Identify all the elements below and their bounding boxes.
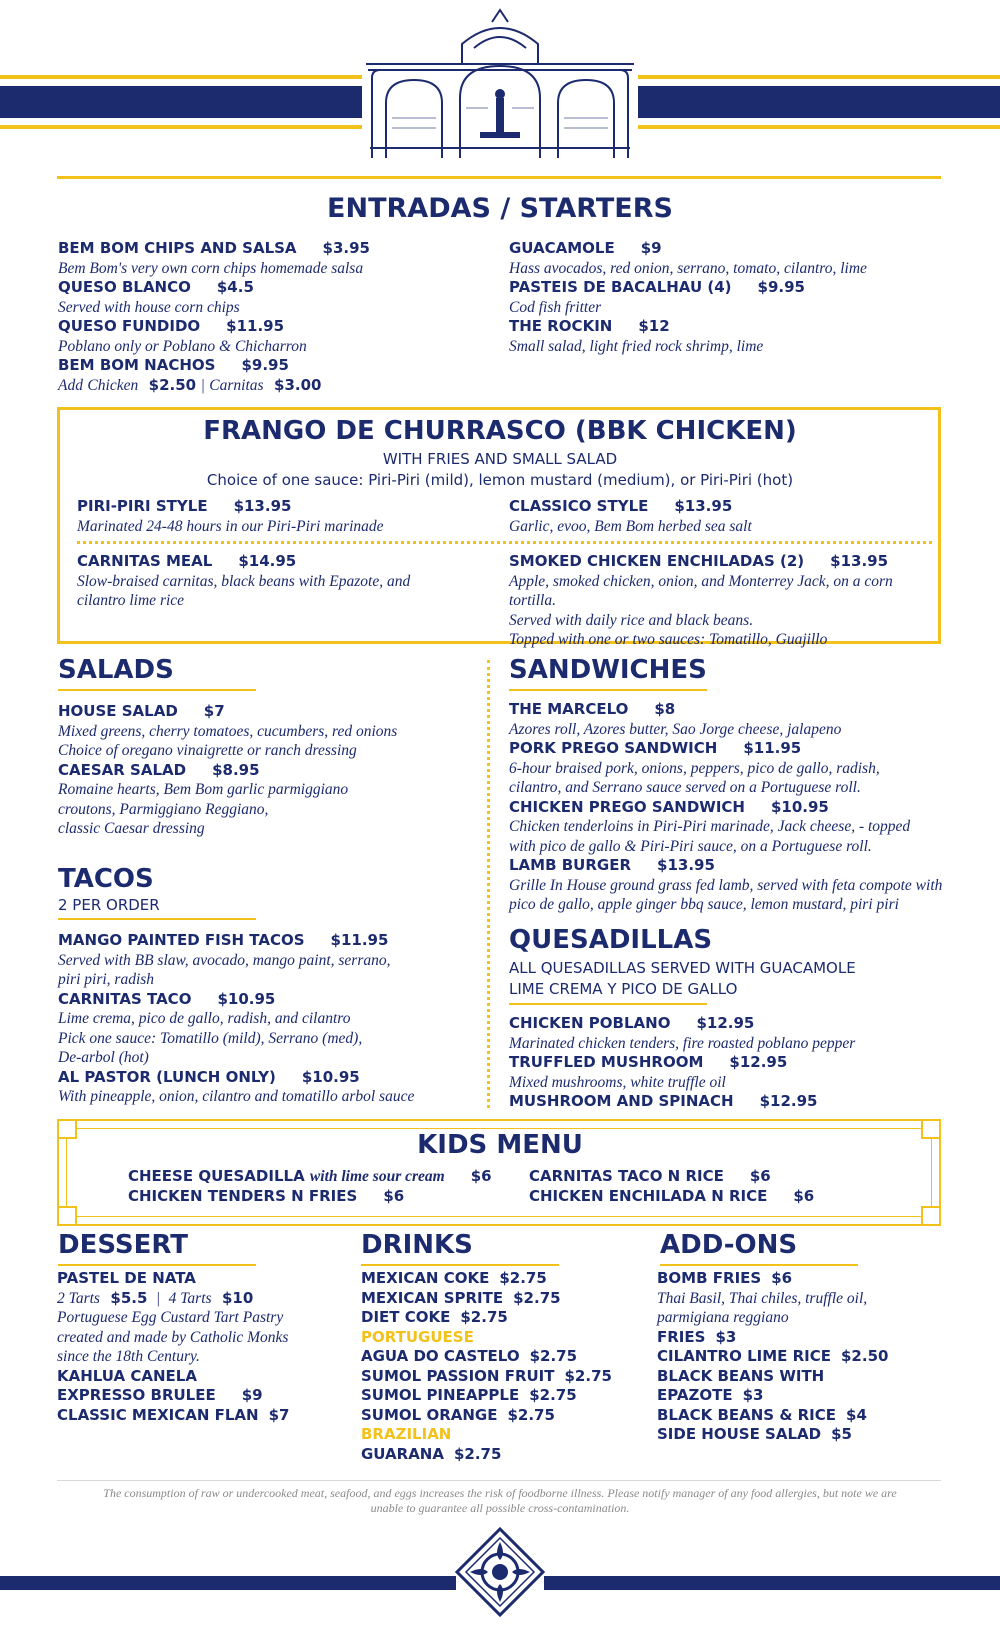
sandwiches-rule bbox=[509, 689, 707, 691]
chicken-item-enchiladas: SMOKED CHICKEN ENCHILADAS (2) $13.95 Apple, smoked chicken, onion, and Monterrey Jack, on a corn tortilla. Served with daily rice and black beans. Topped with one or two sauces: Tomatillo, Guajillo bbox=[509, 552, 893, 648]
salads-title: SALADS bbox=[58, 655, 174, 685]
menu-item-desc: Poblano only or Poblano & Chicharron bbox=[58, 337, 307, 355]
menu-item-name: QUESO BLANCO $4.5 bbox=[58, 278, 254, 296]
starters-title: ENTRADAS / STARTERS bbox=[327, 193, 673, 224]
menu-item-name: GUACAMOLE $9 bbox=[509, 239, 662, 257]
chicken-item-piri: PIRI-PIRI STYLE $13.95 Marinated 24-48 hours in our Piri-Piri marinade bbox=[77, 497, 384, 535]
chicken-dotted-divider bbox=[77, 541, 932, 544]
starters-top-rule bbox=[57, 176, 941, 179]
menu-item-name: BEM BOM CHIPS AND SALSA $3.95 bbox=[58, 239, 370, 257]
sandwiches-list: THE MARCELO $8 Azores roll, Azores butter, Sao Jorge cheese, jalapeno PORK PREGO SANDWICH $11.95 6-hour braised pork, onions, peppers, pico de gallo, radish, cilantro, and Serrano sauce served on a Portuguese roll. CHICKEN PREGO SANDWICH $10.95 Chicken tenderloins in Piri-Piri marinade, Jack cheese, - topped with pico de gallo & Piri-Piri sauce, on a Portuguese roll. LAMB BURGER $13.95 Grille In House ground grass fed lamb, served with feta compote with pico de gallo, apple ginger bbq sauce, lemon mustard, piri piri bbox=[509, 700, 943, 913]
starters-right-column bbox=[509, 239, 949, 356]
chicken-title: FRANGO DE CHURRASCO (BBK CHICKEN) bbox=[203, 416, 797, 446]
nachos-addons: Add Chicken $2.50 | Carnitas $3.00 bbox=[58, 375, 322, 394]
starters-left-column bbox=[58, 239, 498, 395]
column-dotted-divider bbox=[487, 660, 490, 1108]
tart-prices: 2 Tarts $5.5 | 4 Tarts $10 bbox=[57, 1288, 254, 1307]
menu-item-name: QUESO FUNDIDO $11.95 bbox=[58, 317, 285, 335]
addons-rule bbox=[660, 1264, 858, 1266]
chicken-sauce-note: Choice of one sauce: Piri-Piri (mild), lemon mustard (medium), or Piri-Piri (hot) bbox=[206, 471, 794, 489]
salads-rule bbox=[58, 689, 256, 691]
menu-item-desc: Hass avocados, red onion, serrano, tomato, cilantro, lime bbox=[509, 259, 867, 277]
dessert-title: DESSERT bbox=[58, 1230, 188, 1260]
drinks-rule bbox=[361, 1264, 559, 1266]
kids-corner-bl bbox=[57, 1206, 77, 1226]
dessert-rule bbox=[58, 1264, 256, 1266]
chicken-subtitle: WITH FRIES AND SMALL SALAD bbox=[382, 450, 618, 468]
allergy-disclaimer-line2: unable to guarantee all possible cross-contamination. bbox=[370, 1501, 630, 1515]
arch-gate-logo bbox=[362, 8, 638, 160]
kids-left: CHEESE QUESADILLA with lime sour cream $6 CHICKEN TENDERS N FRIES $6 bbox=[128, 1167, 492, 1205]
brazilian-label: BRAZILIAN bbox=[361, 1425, 452, 1443]
menu-item-desc: Cod fish fritter bbox=[509, 298, 602, 316]
sandwiches-title: SANDWICHES bbox=[509, 655, 707, 685]
quesadillas-title: QUESADILLAS bbox=[509, 925, 713, 955]
menu-item-desc: Small salad, light fried rock shrimp, lime bbox=[509, 337, 764, 355]
menu-item-desc: Served with house corn chips bbox=[58, 298, 240, 316]
quesadillas-rule bbox=[509, 1003, 707, 1005]
tacos-title: TACOS bbox=[58, 864, 154, 894]
tacos-list: MANGO PAINTED FISH TACOS $11.95 Served with BB slaw, avocado, mango paint, serrano, piri piri, radish CARNITAS TACO $10.95 Lime crema, pico de gallo, radish, and cilantro Pick one sauce: Tomatillo (mild), Serrano (med), De-arbol (hot) AL PASTOR (LUNCH ONLY) $10.95 With pineapple, onion, cilantro and tomatillo arbol sauce bbox=[58, 931, 415, 1105]
quesadillas-subtitle-1: ALL QUESADILLAS SERVED WITH GUACAMOLE bbox=[509, 959, 856, 977]
quesadillas-subtitle-2: LIME CREMA Y PICO DE GALLO bbox=[509, 980, 738, 998]
dessert-list: PASTEL DE NATA 2 Tarts $5.5 | 4 Tarts $10 Portuguese Egg Custard Tart Pastry created and made by Catholic Monks since the 18th Century. KAHLUA CANELA EXPRESSO BRULEE $9 CLASSIC MEXICAN FLAN $7 bbox=[57, 1269, 337, 1425]
menu-item-name: BEM BOM NACHOS $9.95 bbox=[58, 356, 289, 374]
addons-list: BOMB FRIES $6 Thai Basil, Thai chiles, truffle oil, parmigiana reggiano FRIES $3 CILANTRO LIME RICE $2.50 BLACK BEANS WITH EPAZOTE $3 BLACK BEANS & RICE $4 SIDE HOUSE SALAD $5 bbox=[657, 1269, 889, 1443]
allergy-disclaimer-line1: The consumption of raw or undercooked meat, seafood, and eggs increases the risk of foodborne illness. Please notify manager of any food allergies, but note we are bbox=[103, 1486, 897, 1500]
portuguese-label: PORTUGUESE bbox=[361, 1327, 474, 1346]
menu-item-name: THE ROCKIN $12 bbox=[509, 317, 670, 335]
chicken-item-classico: CLASSICO STYLE $13.95 Garlic, evoo, Bem Bom herbed sea salt bbox=[509, 497, 752, 535]
addons-title: ADD-ONS bbox=[660, 1230, 798, 1260]
tacos-rule bbox=[58, 918, 256, 920]
salads-list: HOUSE SALAD $7 Mixed greens, cherry tomatoes, cucumbers, red onions Choice of oregano vinaigrette or ranch dressing CAESAR SALAD $8.95 Romaine hearts, Bem Bom garlic parmiggiano croutons, Parmiggiano Reggiano, classic Caesar dressing bbox=[58, 702, 398, 837]
kids-title: KIDS MENU bbox=[417, 1130, 583, 1160]
drinks-title: DRINKS bbox=[361, 1230, 473, 1260]
menu-item-name: PASTEIS DE BACALHAU (4) $9.95 bbox=[509, 278, 805, 296]
drinks-list: MEXICAN COKE $2.75 MEXICAN SPRITE $2.75 DIET COKE $2.75 PORTUGUESE AGUA DO CASTELO $2.75 SUMOL PASSION FRUIT $2.75 SUMOL PINEAPPLE $2.75 SUMOL ORANGE $2.75 BRAZILIAN GUARANA $2.75 bbox=[361, 1269, 641, 1464]
menu-item-desc: Bem Bom's very own corn chips homemade salsa bbox=[58, 259, 364, 277]
tacos-subtitle: 2 PER ORDER bbox=[58, 896, 160, 914]
kids-corner-br bbox=[921, 1206, 941, 1226]
footer-divider bbox=[57, 1480, 941, 1481]
chicken-item-carnitas: CARNITAS MEAL $14.95 Slow-braised carnitas, black beans with Epazote, and cilantro lime rice bbox=[77, 552, 411, 609]
quesadillas-list: CHICKEN POBLANO $12.95 Marinated chicken tenders, fire roasted poblano pepper TRUFFLED MUSHROOM $12.95 Mixed mushrooms, white truffle oil MUSHROOM AND SPINACH $12.95 bbox=[509, 1014, 856, 1110]
kids-right: CARNITAS TACO N RICE $6 CHICKEN ENCHILADA N RICE $6 bbox=[529, 1167, 815, 1205]
azulejo-tile-logo bbox=[454, 1526, 546, 1618]
